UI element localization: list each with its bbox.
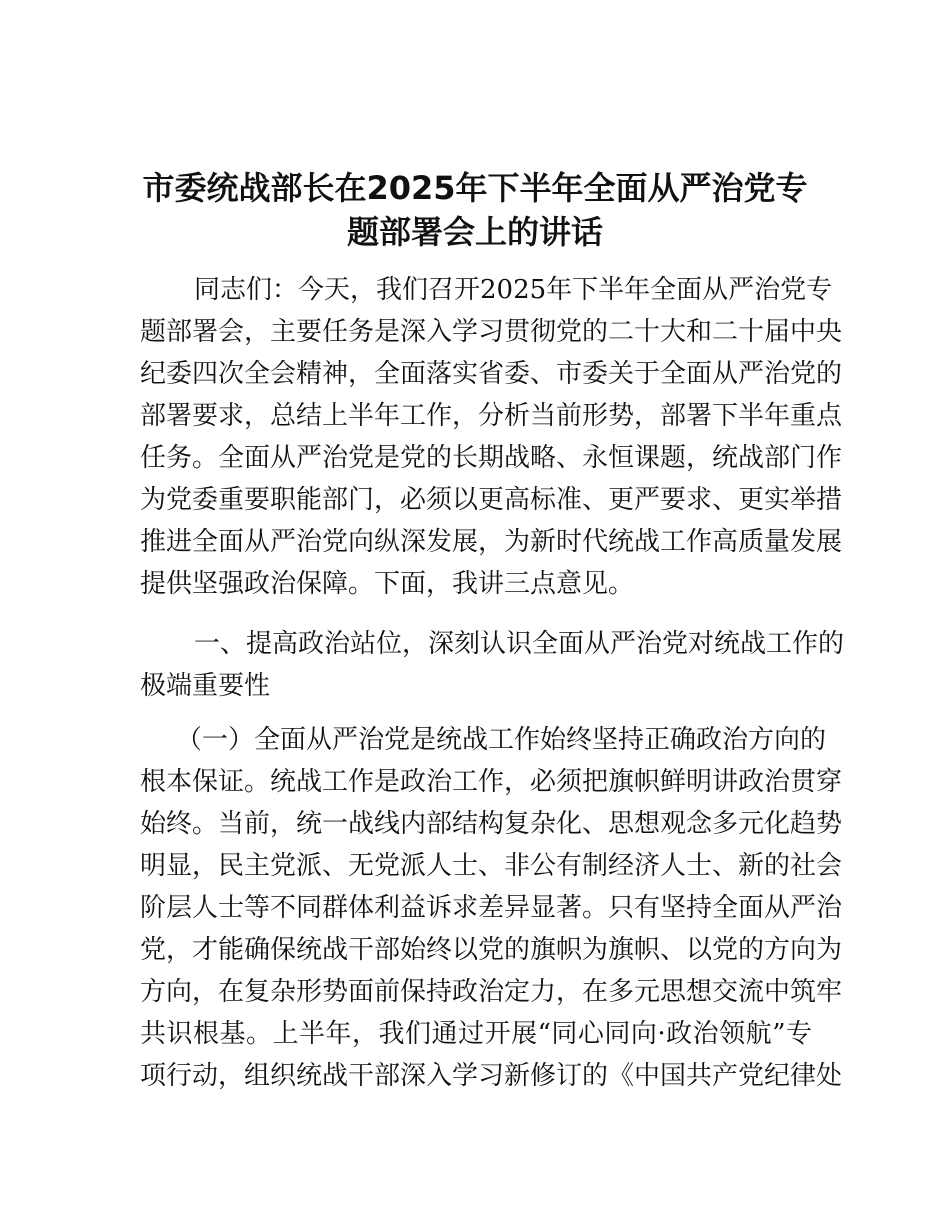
text-line: 阶层人士等不同群体利益诉求差异显著。只有坚持全面从严治 [140,893,843,923]
title-line: 市委统战部长在2025年下半年全面从严治党专 [142,169,808,207]
subsection-paragraph [140,719,843,1097]
text-line: 根本保证。统战工作是政治工作，必须把旗帜鲜明讲政治贯穿 [140,767,843,797]
text-line: 纪委四次全会精神，全面落实省委、市委关于全面从严治党的 [140,359,843,389]
text-line: 推进全面从严治党向纵深发展，为新时代统战工作高质量发展 [140,527,843,557]
text-line: 部署要求，总结上半年工作，分析当前形势，部署下半年重点 [140,401,843,431]
text-line: 题部署会，主要任务是深入学习贯彻党的二十大和二十届中央 [140,317,843,347]
text-line: 始终。当前，统一战线内部结构复杂化、思想观念多元化趋势 [140,809,843,839]
text-line: 提供坚强政治保障。下面，我讲三点意见。 [140,569,635,599]
text-line: 极端重要性 [140,671,271,701]
text-line: 为党委重要职能部门，必须以更高标准、更严要求、更实举措 [140,485,843,515]
intro-paragraph [140,269,843,605]
text-line: 方向，在复杂形势面前保持政治定力，在多元思想交流中筑牢 [140,977,843,1007]
text-line: 任务。全面从严治党是党的长期战略、永恒课题，统战部门作 [140,443,843,473]
text-line: 同志们：今天，我们召开2025年下半年全面从严治党专 [194,275,833,305]
section-heading [140,623,845,707]
text-line: 项行动，组织统战干部深入学习新修订的《中国共产党纪律处 [140,1061,843,1091]
text-line: 党，才能确保统战干部始终以党的旗帜为旗帜、以党的方向为 [140,935,843,965]
document-title [100,166,850,254]
text-line: 明显，民主党派、无党派人士、非公有制经济人士、新的社会 [140,851,843,881]
text-line: 一、提高政治站位，深刻认识全面从严治党对统战工作的 [194,629,845,659]
text-line: 共识根基。上半年，我们通过开展“同心同向·政治领航”专 [140,1019,812,1049]
title-line: 题部署会上的讲话 [346,213,603,251]
text-line: （一）全面从严治党是统战工作始终坚持正确政治方向的 [176,725,827,755]
